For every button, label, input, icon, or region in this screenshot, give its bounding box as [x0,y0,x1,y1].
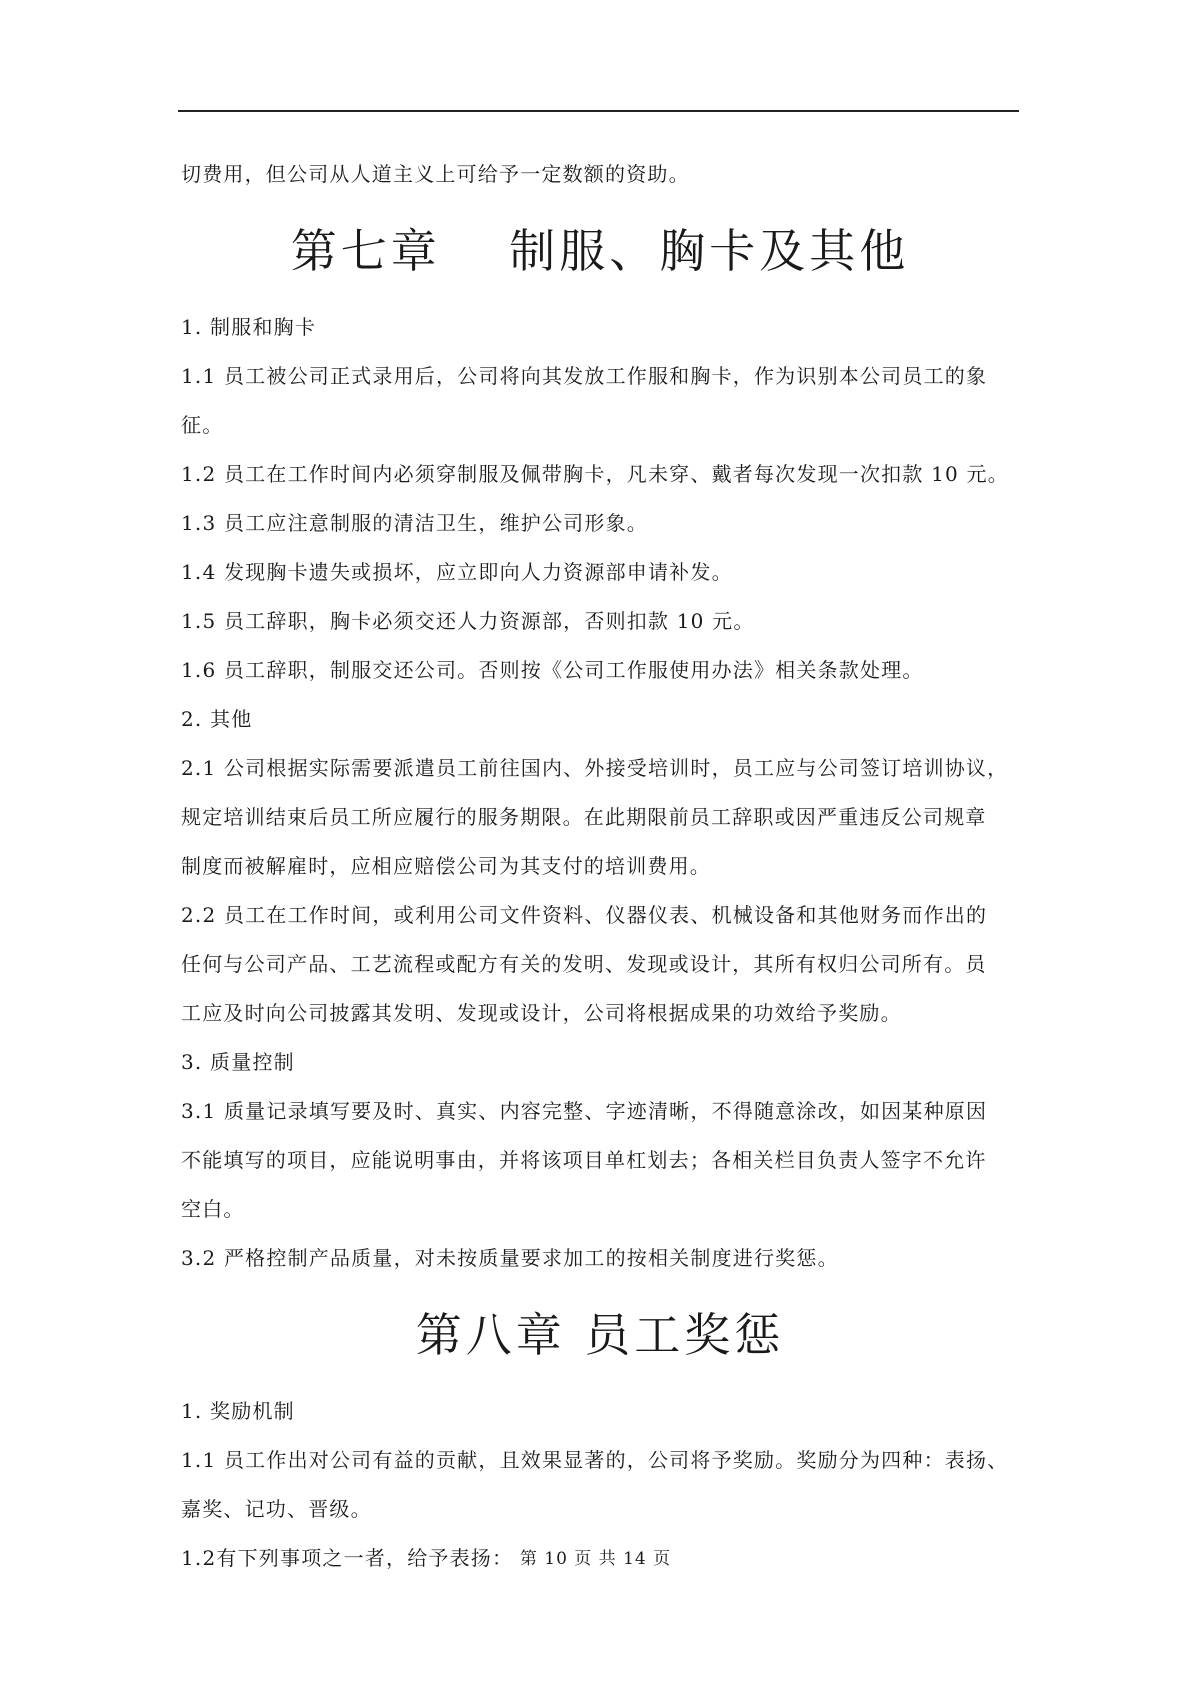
header-rule [178,110,1019,112]
paragraph-line: 1.1 员工被公司正式录用后，公司将向其发放工作服和胸卡，作为识别本公司员工的象 [181,364,988,388]
paragraph-line: 1.4 发现胸卡遗失或损坏，应立即向人力资源部申请补发。 [181,560,733,584]
paragraph-line: 2.2 员工在工作时间，或利用公司文件资料、仪器仪表、机械设备和其他财务而作出的 [181,903,988,927]
paragraph-line: 1.6 员工辞职，制服交还公司。否则按《公司工作服使用办法》相关条款处理。 [181,658,924,682]
chapter-7-body [181,303,1019,1283]
paragraph-line: 征。 [181,413,224,437]
paragraph-line: 1.2有下列事项之一者，给予表扬： [181,1546,514,1570]
paragraph-line: 3.2 严格控制产品质量，对未按质量要求加工的按相关制度进行奖惩。 [181,1246,839,1270]
paragraph-line: 嘉奖、记功、晋级。 [181,1497,372,1521]
chapter-8-title: 第八章 员工奖惩 [415,1308,785,1362]
paragraph-line: 1. 奖励机制 [181,1399,295,1423]
paragraph-line: 空白。 [181,1197,245,1221]
paragraph-line: 任何与公司产品、工艺流程或配方有关的发明、发现或设计，其所有权归公司所有。员 [181,952,987,976]
page-footer: 第 10 页 共 14 页 [519,1549,672,1569]
paragraph-line: 不能填写的项目，应能说明事由，并将该项目单杠划去；各相关栏目负责人签字不允许 [181,1148,987,1172]
paragraph-line: 1.3 员工应注意制服的清洁卫生，维护公司形象。 [181,511,648,535]
document-body [181,150,1019,1583]
paragraph-line: 1.5 员工辞职，胸卡必须交还人力资源部，否则扣款 10 元。 [181,609,755,633]
paragraph-line: 1.2 员工在工作时间内必须穿制服及佩带胸卡，凡未穿、戴者每次发现一次扣款 10 元。 [181,462,1009,486]
paragraph-line: 2. 其他 [181,707,253,731]
chapter-7-title: 第七章 制服、胸卡及其他 [290,224,910,278]
paragraph-line: 1. 制服和胸卡 [181,315,317,339]
paragraph-line: 3. 质量控制 [181,1050,295,1074]
paragraph-line: 1.1 员工作出对公司有益的贡献，且效果显著的，公司将予奖励。奖励分为四种：表扬、 [181,1448,1009,1472]
paragraph-line: 3.1 质量记录填写要及时、真实、内容完整、字迹清晰，不得随意涂改，如因某种原因 [181,1099,988,1123]
paragraph-line: 规定培训结束后员工所应履行的服务期限。在此期限前员工辞职或因严重违反公司规章 [181,805,987,829]
paragraph-line: 2.1 公司根据实际需要派遣员工前往国内、外接受培训时，员工应与公司签订培训协议， [181,756,1009,780]
intro-line: 切费用，但公司从人道主义上可给予一定数额的资助。 [181,162,690,186]
paragraph-line: 制度而被解雇时，应相应赔偿公司为其支付的培训费用。 [181,854,711,878]
paragraph-line: 工应及时向公司披露其发明、发现或设计，公司将根据成果的功效给予奖励。 [181,1001,902,1025]
